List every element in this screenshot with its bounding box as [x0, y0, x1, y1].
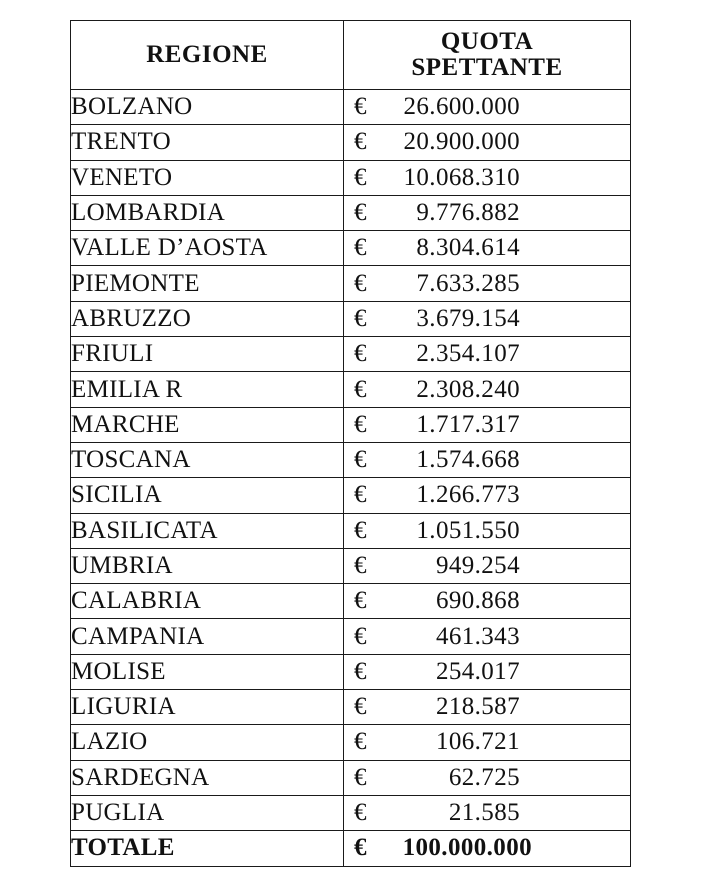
- euro-symbol: €: [354, 340, 367, 368]
- amount-value: 26.600.000: [403, 93, 520, 121]
- euro-symbol: €: [354, 693, 367, 721]
- table-row: [71, 442, 631, 477]
- amount-value: 218.587: [435, 693, 520, 721]
- table-row: [71, 266, 631, 301]
- amount-cell: [344, 372, 631, 407]
- table-row: [71, 372, 631, 407]
- amount-value: 3.679.154: [416, 304, 520, 332]
- table-row: [71, 795, 631, 830]
- table-row: [71, 584, 631, 619]
- region-name: CAMPANIA: [71, 619, 344, 654]
- amount-value: 9.776.882: [416, 199, 520, 227]
- amount-cell: [344, 90, 631, 125]
- euro-symbol: €: [354, 516, 367, 544]
- table-row: [71, 690, 631, 725]
- table-row: [71, 90, 631, 125]
- amount-value: 690.868: [435, 587, 520, 615]
- total-amount-value: 100.000.000: [402, 834, 532, 862]
- header-quota: [344, 21, 631, 90]
- euro-symbol: €: [354, 199, 367, 227]
- euro-symbol: €: [354, 375, 367, 403]
- euro-symbol: €: [354, 552, 367, 579]
- amount-value: 1.051.550: [416, 516, 520, 544]
- region-name: UMBRIA: [71, 548, 344, 583]
- amount-value: 2.308.240: [416, 375, 520, 403]
- region-name: BOLZANO: [71, 90, 344, 125]
- euro-symbol: €: [354, 587, 367, 615]
- euro-symbol: €: [354, 128, 367, 156]
- header-region: REGIONE: [71, 21, 344, 90]
- amount-value: 2.354.107: [416, 340, 520, 368]
- table-body: [71, 90, 631, 867]
- amount-value: 21.585: [448, 799, 520, 827]
- table-row: [71, 513, 631, 548]
- euro-symbol: €: [354, 163, 367, 191]
- amount-cell: [344, 513, 631, 548]
- table-row: [71, 195, 631, 230]
- header-quota-line1: QUOTA: [440, 28, 534, 55]
- euro-symbol: €: [354, 481, 367, 509]
- region-name: MOLISE: [71, 654, 344, 689]
- euro-symbol: €: [354, 834, 367, 862]
- amount-cell: [344, 231, 631, 266]
- table-row: [71, 125, 631, 160]
- region-name: FRIULI: [71, 337, 344, 372]
- amount-cell: [344, 125, 631, 160]
- table-row: [71, 160, 631, 195]
- amount-value: 10.068.310: [403, 163, 520, 191]
- region-name: TRENTO: [71, 125, 344, 160]
- table-row: [71, 654, 631, 689]
- amount-value: 20.900.000: [403, 128, 520, 156]
- amount-cell: [344, 654, 631, 689]
- region-name: TOSCANA: [71, 442, 344, 477]
- region-name: VALLE D’AOSTA: [71, 231, 344, 266]
- euro-symbol: €: [354, 234, 367, 262]
- euro-symbol: €: [354, 657, 367, 685]
- region-name: PUGLIA: [71, 795, 344, 830]
- table-row: [71, 619, 631, 654]
- amount-value: 8.304.614: [416, 234, 520, 262]
- amount-cell: [344, 160, 631, 195]
- amount-cell: [344, 584, 631, 619]
- amount-value: 7.633.285: [416, 269, 520, 297]
- region-name: MARCHE: [71, 407, 344, 442]
- amount-value: 1.574.668: [416, 446, 520, 474]
- region-name: VENETO: [71, 160, 344, 195]
- table-row: [71, 725, 631, 760]
- table-row: [71, 337, 631, 372]
- amount-cell: [344, 690, 631, 725]
- amount-cell: [344, 337, 631, 372]
- euro-symbol: €: [354, 93, 367, 121]
- amount-cell: [344, 760, 631, 795]
- region-name: BASILICATA: [71, 513, 344, 548]
- table-row: [71, 760, 631, 795]
- amount-value: 1.266.773: [416, 481, 520, 509]
- euro-symbol: €: [354, 410, 367, 438]
- region-name: SICILIA: [71, 478, 344, 513]
- region-name: LOMBARDIA: [71, 195, 344, 230]
- amount-cell: [344, 795, 631, 830]
- header-row: [71, 21, 631, 90]
- regional-quota-table: [70, 20, 631, 867]
- region-name: SARDEGNA: [71, 760, 344, 795]
- region-name: CALABRIA: [71, 584, 344, 619]
- euro-symbol: €: [354, 269, 367, 297]
- region-name: ABRUZZO: [71, 301, 344, 336]
- amount-cell: [344, 478, 631, 513]
- total-label: TOTALE: [71, 831, 344, 866]
- amount-value: 461.343: [435, 622, 520, 650]
- amount-cell: [344, 407, 631, 442]
- total-row: [71, 831, 631, 866]
- euro-symbol: €: [354, 622, 367, 650]
- amount-cell: [344, 195, 631, 230]
- amount-cell: [344, 548, 631, 583]
- region-name: PIEMONTE: [71, 266, 344, 301]
- amount-cell: [344, 619, 631, 654]
- amount-cell: [344, 301, 631, 336]
- amount-cell: [344, 442, 631, 477]
- amount-value: 62.725: [448, 763, 520, 791]
- table-row: [71, 548, 631, 583]
- euro-symbol: €: [354, 446, 367, 474]
- header-quota-line2: SPETTANTE: [411, 54, 563, 81]
- region-name: EMILIA R: [71, 372, 344, 407]
- table-row: [71, 231, 631, 266]
- amount-value: 254.017: [435, 657, 520, 685]
- amount-value: 949.254: [435, 552, 520, 579]
- table-row: [71, 478, 631, 513]
- amount-cell: [344, 725, 631, 760]
- euro-symbol: €: [354, 728, 367, 756]
- amount-value: 1.717.317: [416, 410, 520, 438]
- table-row: [71, 301, 631, 336]
- euro-symbol: €: [354, 799, 367, 827]
- amount-value: 106.721: [435, 728, 520, 756]
- euro-symbol: €: [354, 763, 367, 791]
- table-row: [71, 407, 631, 442]
- region-name: LAZIO: [71, 725, 344, 760]
- euro-symbol: €: [354, 304, 367, 332]
- region-name: LIGURIA: [71, 690, 344, 725]
- total-amount-cell: [344, 831, 631, 866]
- amount-cell: [344, 266, 631, 301]
